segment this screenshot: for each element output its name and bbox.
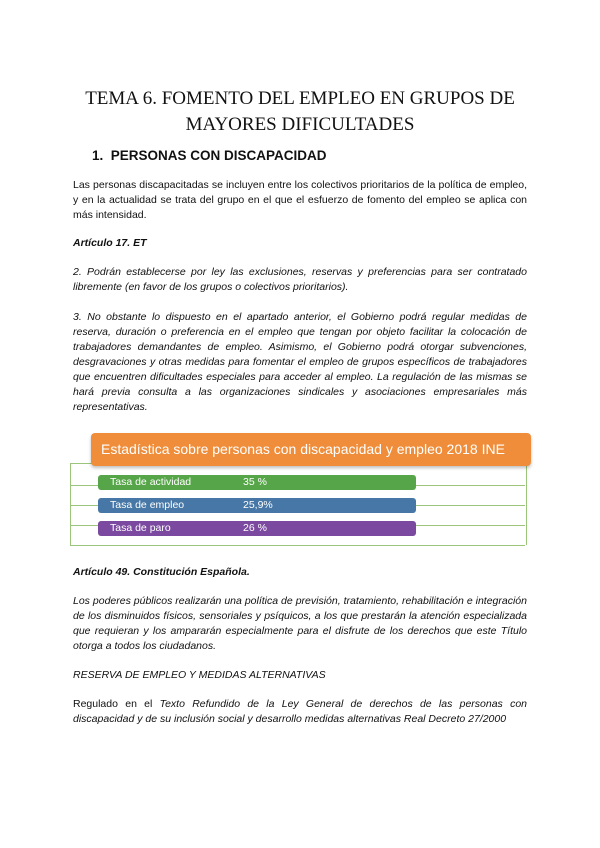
regulado-law-title: Texto Refundido de la Ley General de derechos de las personas con discapacidad y de su inclusión social y desarrollo medidas alternativas Real Decreto 27/2000 — [73, 698, 527, 725]
intro-paragraph: Las personas discapacitadas se incluyen entre los colectivos prioritarios de la política de empleo, y en la actualidad se trata del grupo en el que el esfuerzo de fomento del empleo se aplica con más intensidad. — [73, 179, 527, 221]
page-title — [60, 86, 540, 138]
article-49-text: Los poderes públicos realizarán una política de previsión, tratamiento, rehabilitación e integración de los disminuidos físicos, sensoriales y psíquicos, a los que prestarán la atención especializada que requieran y los ampararán especialmente para el disfrute de los derechos que este Título otorga a todos los ciudadanos. — [73, 595, 527, 652]
infographic-rows-frame — [70, 485, 527, 545]
title-line-1: TEMA 6. FOMENTO DEL EMPLEO EN GRUPOS DE — [85, 88, 515, 109]
stat-label: Tasa de empleo — [110, 499, 185, 511]
article-49-heading: Artículo 49. Constitución Española. — [73, 566, 250, 578]
stat-row-empleo — [98, 498, 416, 513]
stat-label: Tasa de actividad — [110, 476, 192, 488]
stat-row-paro — [98, 521, 416, 536]
reserva-heading: RESERVA DE EMPLEO Y MEDIDAS ALTERNATIVAS — [73, 669, 326, 681]
article-17-paragraph-2: 2. Podrán establecerse por ley las exclusiones, reservas y preferencias para ser contratado libremente (en favor de los grupos o colectivos prioritarios). — [73, 266, 527, 293]
section-heading-discapacidad: 1. PERSONAS CON DISCAPACIDAD — [92, 148, 327, 163]
row-divider — [70, 545, 525, 546]
stat-value: 25,9% — [243, 499, 273, 511]
stat-value: 35 % — [243, 476, 267, 488]
stat-label: Tasa de paro — [110, 522, 171, 534]
stat-value: 26 % — [243, 522, 267, 534]
article-17-paragraph-3: 3. No obstante lo dispuesto en el apartado anterior, el Gobierno podrá regular medidas de reserva, duración o preferencia en el empleo que tengan por objeto facilitar la colocación de trabajadores demandantes de empleo. Asimismo, el Gobierno podrá otorgar subvenciones, desgravaciones y otras medidas para fomentar el empleo de grupos específicos de trabajadores que encuentren dificultades especiales para acceder al empleo. La regulación de las mismas se hará previa consulta a las organizaciones sindicales y asociaciones empresariales más representativas. — [73, 311, 527, 413]
infographic-title: Estadística sobre personas con discapacidad y empleo 2018 INE — [91, 433, 531, 466]
regulado-prefix: Regulado en el — [73, 698, 160, 710]
title-line-2: MAYORES DIFICULTADES — [185, 114, 415, 135]
statistics-infographic — [70, 428, 530, 548]
stat-row-actividad — [98, 475, 416, 490]
regulado-paragraph — [73, 697, 527, 727]
article-17-heading: Artículo 17. ET — [73, 237, 147, 249]
